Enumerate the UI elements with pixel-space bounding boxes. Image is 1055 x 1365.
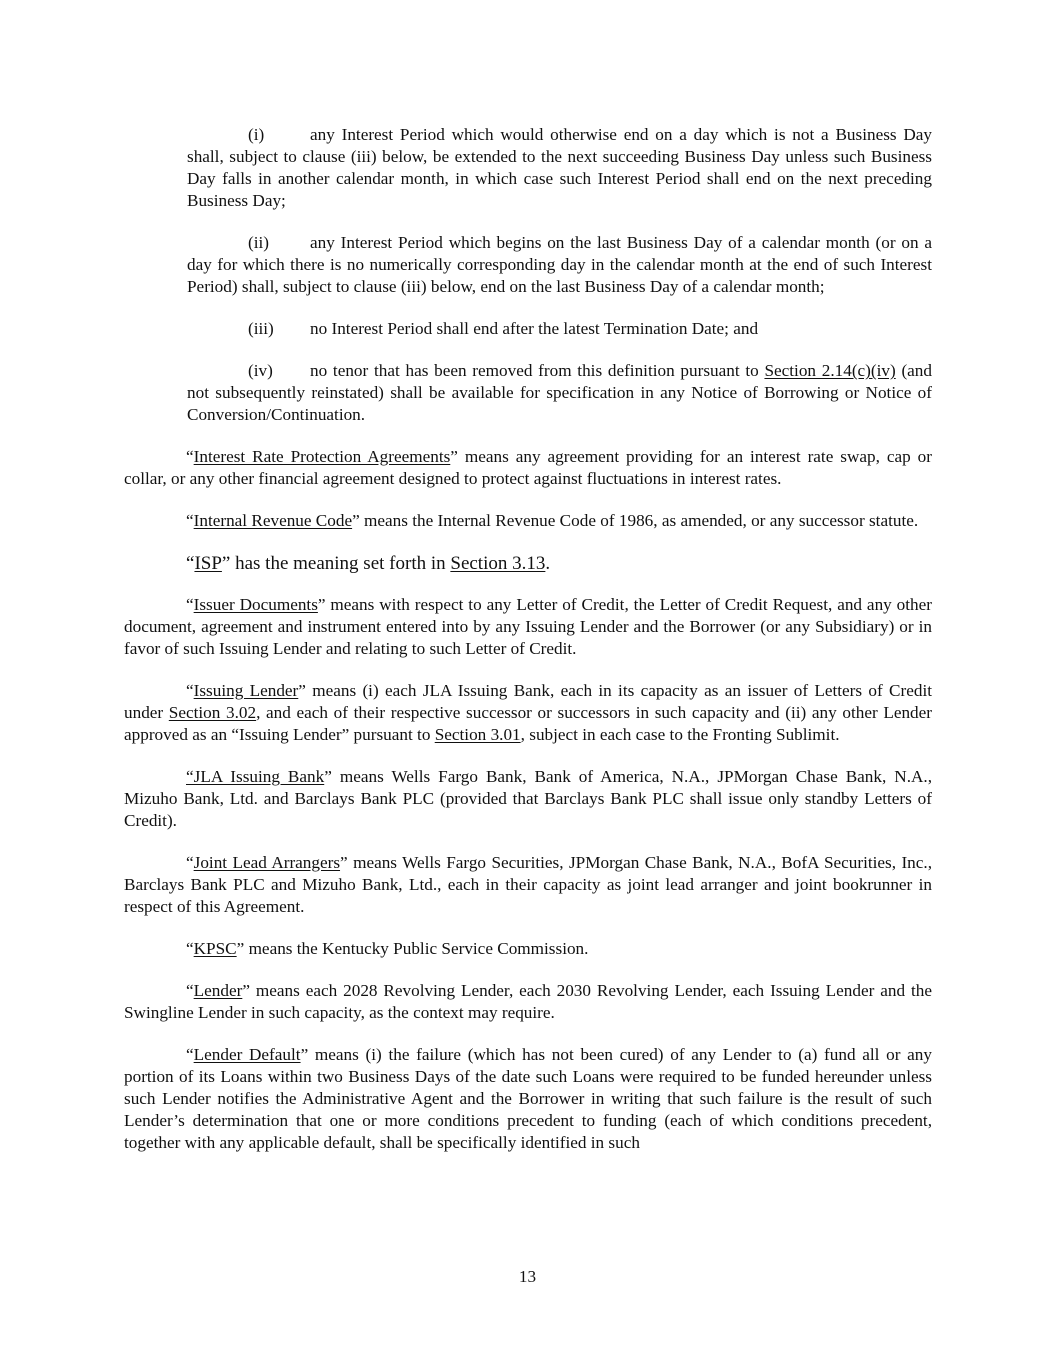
definition-text: , and each of their respective successor or successors in such capacity and (ii) any other Lender approved as an “Issuing Lender” pursuant to	[124, 703, 932, 744]
definition-isp	[124, 552, 932, 576]
sub-clause-i	[187, 124, 932, 212]
section-reference: Section 3.13	[450, 553, 546, 574]
definition-internal-revenue-code	[124, 510, 932, 532]
clause-number: (iii)	[248, 319, 274, 338]
defined-term: Lender Default	[193, 1045, 301, 1064]
open-quote: “	[186, 681, 194, 700]
definition-text-end: .	[545, 553, 551, 574]
open-quote: “	[186, 981, 194, 1000]
sub-clause-iv	[187, 360, 932, 426]
definition-issuing-lender	[124, 680, 932, 746]
defined-term: Internal Revenue Code	[193, 511, 353, 530]
definition-text: ” means (i) each JLA Issuing Bank, each in its capacity as an issuer of Letters of Credit under	[124, 681, 932, 722]
defined-term: Issuer Documents	[193, 595, 318, 614]
open-quote: “	[186, 553, 195, 574]
clause-number: (iv)	[248, 361, 273, 380]
open-quote: “	[186, 853, 194, 872]
defined-term: Joint Lead Arrangers	[193, 853, 341, 872]
clause-number: (ii)	[248, 233, 269, 252]
section-reference: Section 3.01	[434, 725, 521, 744]
definition-text: ” means the Internal Revenue Code of 1986, as amended, or any successor statute.	[352, 511, 919, 530]
defined-term: “JLA Issuing Bank	[186, 767, 325, 786]
open-quote: “	[186, 595, 194, 614]
open-quote: “	[186, 511, 194, 530]
definition-text: ” means any agreement providing for an interest rate swap, cap or collar, or any other financial agreement designed to protect against fluctuations in interest rates.	[124, 447, 932, 488]
definition-lender-default	[124, 1044, 932, 1154]
definition-lender	[124, 980, 932, 1024]
sub-clause-ii	[187, 232, 932, 298]
definition-kpsc	[124, 938, 932, 960]
page-number: 13	[518, 1267, 537, 1286]
section-reference: Section 2.14(c)(iv)	[764, 361, 896, 380]
open-quote: “	[186, 1045, 194, 1064]
defined-term: Lender	[193, 981, 243, 1000]
sub-clause-iii	[187, 318, 932, 340]
definition-text: , subject in each case to the Fronting Sublimit.	[520, 725, 840, 744]
section-reference: Section 3.02	[168, 703, 257, 722]
clause-text: no tenor that has been removed from this definition pursuant to	[310, 361, 765, 380]
definition-interest-rate-protection	[124, 446, 932, 490]
definition-text: ” means with respect to any Letter of Credit, the Letter of Credit Request, and any other document, agreement and instrument entered into by any Issuing Lender and the Borrower (or any Subsidiary) or in favor of such Issuing Lender and relating to such Letter of Credit.	[124, 595, 932, 658]
definition-joint-lead-arrangers	[124, 852, 932, 918]
definition-issuer-documents	[124, 594, 932, 660]
page-content	[124, 124, 932, 1174]
definition-text: ” means (i) the failure (which has not been cured) of any Lender to (a) fund all or any portion of its Loans within two Business Days of the date such Loans were required to be funded hereunder unless such Lender notifies the Administrative Agent and the Borrower in writing that such failure is the result of such Lender’s determination that one or more conditions precedent to funding (each of which conditions precedent, together with any applicable default, shall be specifically identified in such	[124, 1045, 932, 1152]
clause-text: any Interest Period which would otherwise end on a day which is not a Business Day shall, subject to clause (iii) below, be extended to the next succeeding Business Day unless such Business Day falls in another calendar month, in which case such Interest Period shall end on the next preceding Business Day;	[187, 125, 932, 210]
definition-text: ” means Wells Fargo Securities, JPMorgan Chase Bank, N.A., BofA Securities, Inc., Barclays Bank PLC and Mizuho Bank, Ltd., each in their capacity as joint lead arranger and joint bookrunner in respect of this Agreement.	[124, 853, 932, 916]
definition-text: ” means Wells Fargo Bank, Bank of America, N.A., JPMorgan Chase Bank, N.A., Mizuho Bank, Ltd. and Barclays Bank PLC (provided that Barclays Bank PLC shall issue only standby Letters of Credit).	[124, 767, 932, 830]
definition-text: ” means each 2028 Revolving Lender, each 2030 Revolving Lender, each Issuing Lender and the Swingline Lender in such capacity, as the context may require.	[124, 981, 932, 1022]
open-quote: “	[186, 939, 194, 958]
clause-text: any Interest Period which begins on the last Business Day of a calendar month (or on a day for which there is no numerically corresponding day in the calendar month at the end of such Interest Period) shall, subject to clause (iii) below, end on the last Business Day of a calendar month;	[187, 233, 932, 296]
defined-term: KPSC	[193, 939, 237, 958]
clause-text: no Interest Period shall end after the latest Termination Date; and	[310, 319, 759, 338]
definition-text: ” has the meaning set forth in	[221, 553, 451, 574]
defined-term: ISP	[194, 553, 222, 574]
definition-jla-issuing-bank	[124, 766, 932, 832]
defined-term: Interest Rate Protection Agreements	[193, 447, 451, 466]
clause-number: (i)	[248, 125, 265, 144]
definition-text: ” means the Kentucky Public Service Commission.	[236, 939, 589, 958]
open-quote: “	[186, 447, 194, 466]
clause-text: (and not subsequently reinstated) shall be available for specification in any Notice of Borrowing or Notice of Conversion/Continuation.	[187, 361, 932, 424]
defined-term: Issuing Lender	[193, 681, 299, 700]
